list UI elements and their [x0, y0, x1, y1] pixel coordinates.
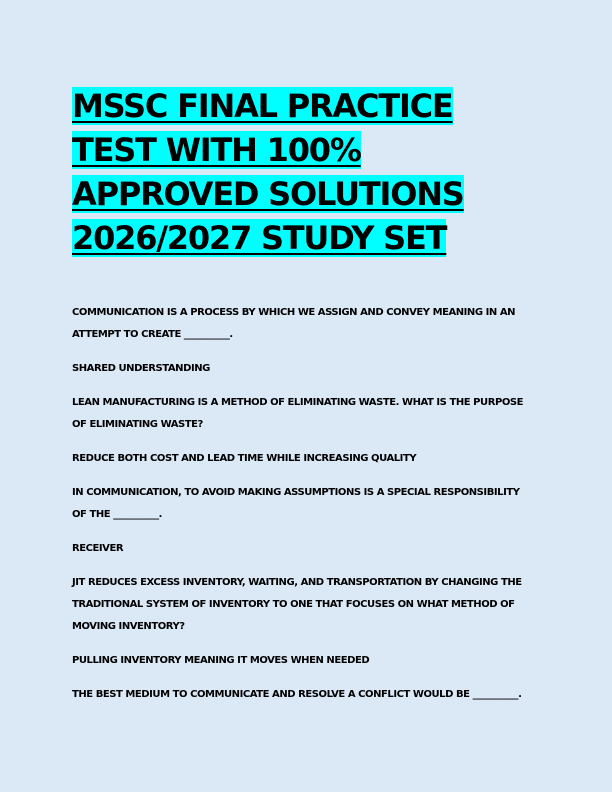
answer-2: REDUCE BOTH COST AND LEAD TIME WHILE INCREASING QUALITY: [72, 453, 417, 464]
question-1: COMMUNICATION IS A PROCESS BY WHICH WE ASSIGN AND CONVEY MEANING IN AN ATTEMPT TO CREATE __________.: [72, 307, 516, 340]
question-3: IN COMMUNICATION, TO AVOID MAKING ASSUMPTIONS IS A SPECIAL RESPONSIBILITY OF THE __________.: [72, 487, 520, 520]
title-highlight: MSSC FINAL PRACTICE TEST WITH 100% APPROVED SOLUTIONS 2026/2027 STUDY SET: [72, 87, 464, 257]
question-4: JIT REDUCES EXCESS INVENTORY, WAITING, AND TRANSPORTATION BY CHANGING THE TRADITIONAL SYSTEM OF INVENTORY TO ONE THAT FOCUSES ON WHAT METHOD OF MOVING INVENTORY?: [72, 577, 522, 632]
question-answer-list: [72, 302, 532, 718]
answer-4: PULLING INVENTORY MEANING IT MOVES WHEN NEEDED: [72, 655, 370, 666]
question-5: THE BEST MEDIUM TO COMMUNICATE AND RESOLVE A CONFLICT WOULD BE __________.: [72, 689, 522, 700]
question-2: LEAN MANUFACTURING IS A METHOD OF ELIMINATING WASTE. WHAT IS THE PURPOSE OF ELIMINATING WASTE?: [72, 397, 524, 430]
answer-3: RECEIVER: [72, 543, 124, 554]
document-title: [72, 84, 542, 260]
answer-1: SHARED UNDERSTANDING: [72, 363, 210, 374]
